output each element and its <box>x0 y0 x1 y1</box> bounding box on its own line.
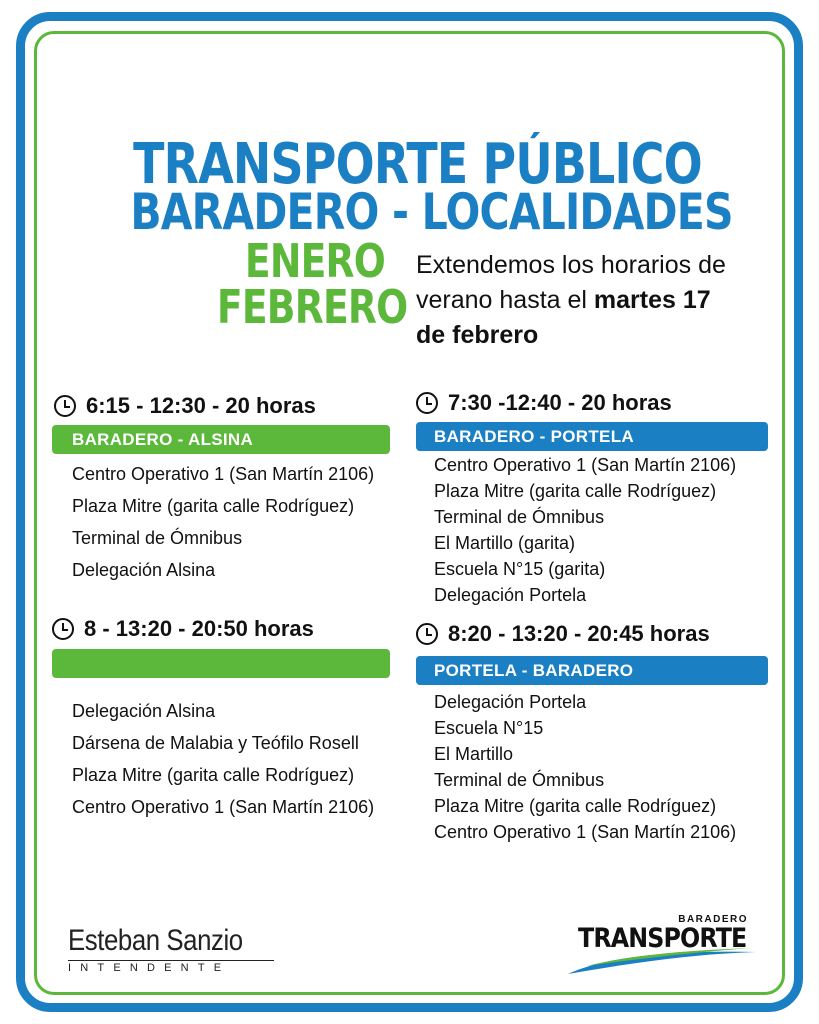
route-time <box>52 614 390 644</box>
route-block-baradero-alsina <box>52 391 390 586</box>
stop-item: Centro Operativo 1 (San Martín 2106) <box>434 822 737 842</box>
title-line1: TRANSPORTE PÚBLICO <box>133 132 702 197</box>
stop-item: Escuela N°15 <box>434 718 544 738</box>
stop-item: Centro Operativo 1 (San Martín 2106) <box>434 455 737 475</box>
stop-list <box>52 695 390 823</box>
route-name-bar: BARADERO - ALSINA <box>52 425 390 454</box>
stop-item: Dársena de Malabia y Teófilo Rosell <box>72 733 359 753</box>
stop-item: Delegación Alsina <box>72 701 216 721</box>
stop-item: Delegación Alsina <box>72 560 216 580</box>
stop-item: Plaza Mitre (garita calle Rodríguez) <box>434 481 717 501</box>
route-time <box>54 391 390 421</box>
clock-icon <box>54 395 76 417</box>
stop-item: El Martillo (garita) <box>434 533 576 553</box>
route-time <box>416 388 768 418</box>
stop-item: Delegación Portela <box>434 585 587 605</box>
stop-item: Terminal de Ómnibus <box>434 770 605 790</box>
stop-item: Plaza Mitre (garita calle Rodríguez) <box>72 496 355 516</box>
route-time-text: 7:30 -12:40 - 20 horas <box>448 390 672 415</box>
stop-item: Delegación Portela <box>434 692 587 712</box>
month-enero: ENERO <box>244 234 385 288</box>
stop-list <box>416 689 768 845</box>
stop-list <box>416 452 768 608</box>
logo-small-text: BARADERO <box>678 914 748 925</box>
stop-list <box>52 458 390 586</box>
clock-icon <box>52 618 74 640</box>
route-time-text: 8 - 13:20 - 20:50 horas <box>84 616 314 641</box>
notice-bold: martes 17 de febrero <box>416 286 711 349</box>
stop-item: Terminal de Ómnibus <box>434 507 605 527</box>
route-block-alsina-baradero <box>52 614 390 823</box>
months <box>180 234 408 334</box>
stop-item: Terminal de Ómnibus <box>72 528 243 548</box>
route-name-bar: BARADERO - PORTELA <box>416 422 768 451</box>
stop-item: Escuela N°15 (garita) <box>434 559 606 579</box>
signature-name: Esteban Sanzio <box>68 924 243 957</box>
clock-icon <box>416 392 438 414</box>
stop-item: El Martillo <box>434 744 514 764</box>
route-time-text: 8:20 - 13:20 - 20:45 horas <box>448 621 710 646</box>
signature-role: INTENDENTE <box>68 960 274 974</box>
signature <box>68 924 278 974</box>
stop-item: Plaza Mitre (garita calle Rodríguez) <box>434 796 717 816</box>
logo-swoosh-icon <box>566 944 758 976</box>
stop-item: Centro Operativo 1 (San Martín 2106) <box>72 797 375 817</box>
stop-item: Centro Operativo 1 (San Martín 2106) <box>72 464 375 484</box>
notice-prefix: Extendemos los horarios de verano hasta el <box>416 251 726 314</box>
notice-text <box>416 248 746 353</box>
route-time-text: 6:15 - 12:30 - 20 horas <box>86 393 316 418</box>
route-name-bar <box>52 649 390 678</box>
month-febrero: FEBRERO <box>216 280 408 334</box>
logo-main-text: TRANSPORTE <box>578 923 747 954</box>
stop-item: Plaza Mitre (garita calle Rodríguez) <box>72 765 355 785</box>
route-name-bar: PORTELA - BARADERO <box>416 656 768 685</box>
transporte-logo <box>566 914 758 976</box>
route-block-baradero-portela <box>416 388 768 608</box>
title-line2: BARADERO - LOCALIDADES <box>130 183 733 241</box>
route-time <box>416 619 768 649</box>
route-block-portela-baradero <box>416 619 768 845</box>
clock-icon <box>416 623 438 645</box>
